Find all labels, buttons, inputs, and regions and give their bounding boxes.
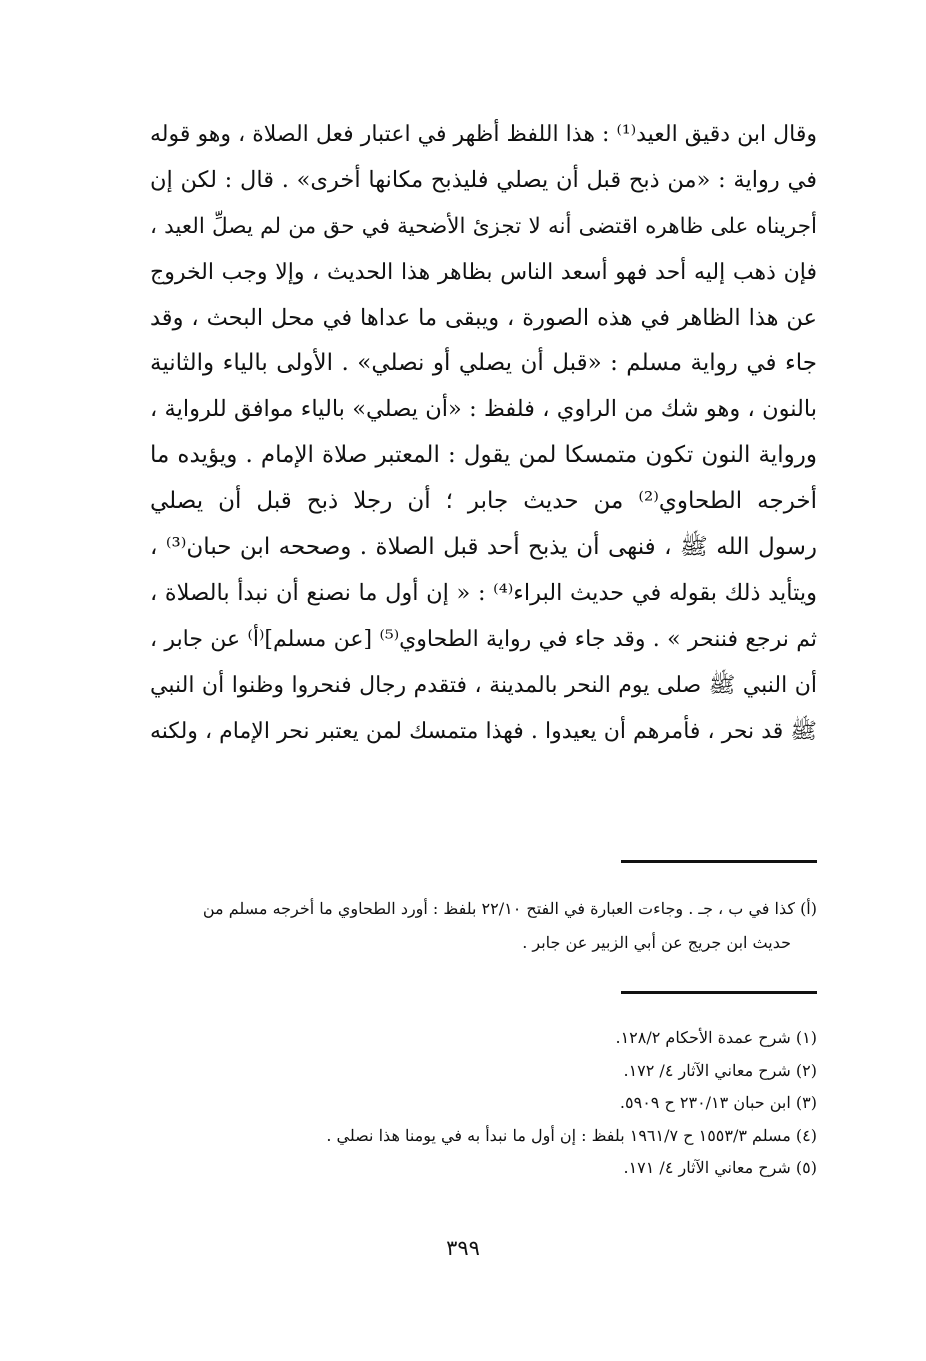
text-line: بالنون ، وهو شك من الراوي ، فلفظ : «أن يصلي» بالياء موافق للرواية ، (150, 396, 817, 423)
main-text (150, 112, 817, 754)
text-line: عن هذا الظاهر في هذه الصورة ، ويبقى ما عداها في محل البحث ، وقد (150, 304, 817, 331)
footnote-divider (621, 991, 817, 994)
footnote-5: (٥) شرح معاني الآثار ٤/ ١٧١. (623, 1158, 817, 1177)
footnotes (200, 1022, 817, 1185)
text-line: رسول الله ﷺ ، فنهى أن يذبح أحد قبل الصلاة . وصححه ابن حبان⁽³⁾ ، (150, 534, 817, 561)
footnote-3: (٣) ابن حبان ٢٣٠/١٣ ح ٥٩٠٩. (619, 1093, 817, 1112)
text-line: ورواية النون تكون متمسكا لمن يقول : المعتبر صلاة الإمام . ويؤيده ما (150, 442, 817, 469)
text-line: جاء في رواية مسلم : «قبل أن يصلي أو نصلي» . الأولى بالياء والثانية (150, 350, 817, 377)
footnote-2: (٢) شرح معاني الآثار ٤/ ١٧٢. (623, 1060, 817, 1080)
text-line: في رواية : «من ذبح قبل أن يصلي فليذبح مكانها أخرى» . قال : لكن إن (150, 166, 817, 193)
text-line: ثم نرجع فننحر » . وقد جاء في رواية الطحاوي⁽⁵⁾ [عن مسلم]⁽أ⁾ عن جابر ، (150, 626, 817, 652)
text-line: وقال ابن دقيق العيد⁽¹⁾ : هذا اللفظ أظهر في اعتبار فعل الصلاة ، وهو قوله (150, 122, 817, 147)
page-number: ٣٩٩ (446, 1236, 480, 1260)
text-line: ويتأيد ذلك بقوله في حديث البراء⁽⁴⁾ : « إن أول ما نصنع أن نبدأ بالصلاة ، (150, 579, 817, 606)
text-line: أجريناه على ظاهره اقتضى أنه لا تجزئ الأضحية في حق من لم يصلِّ العيد ، (150, 213, 817, 239)
text-line: فإن ذهب إليه أحد فهو أسعد الناس بظاهر هذا الحديث ، وإلا وجب الخروج (150, 259, 817, 285)
note-line: (أ) كذا في ب ، جـ . وجاءت العبارة في الفتح ٢٢/١٠ بلفظ : أورد الطحاوي ما أخرجه مسلم من (202, 899, 817, 918)
critical-apparatus-note (150, 892, 817, 960)
text-line: أن النبي ﷺ صلى يوم النحر بالمدينة ، فتقدم رجال فنحروا وظنوا أن النبي (150, 672, 817, 698)
note-line: حديث ابن جريج عن أبي الزبير عن جابر . (522, 933, 791, 952)
footnote-4: (٤) مسلم ١٥٥٣/٣ ح ١٩٦١/٧ بلفظ : إن أول ما نبدأ به في يومنا هذا نصلي . (326, 1125, 817, 1145)
text-line: ﷺ قد نحر ، فأمرهم أن يعيدوا . فهذا متمسك لمن يعتبر نحر الإمام ، ولكنه (150, 718, 817, 744)
footnote-divider (621, 860, 817, 863)
text-line: أخرجه الطحاوي⁽²⁾ من حديث جابر ؛ أن رجلا ذبح قبل أن يصلي (150, 488, 817, 515)
footnote-1: (١) شرح عمدة الأحكام ١٢٨/٢. (615, 1028, 817, 1047)
